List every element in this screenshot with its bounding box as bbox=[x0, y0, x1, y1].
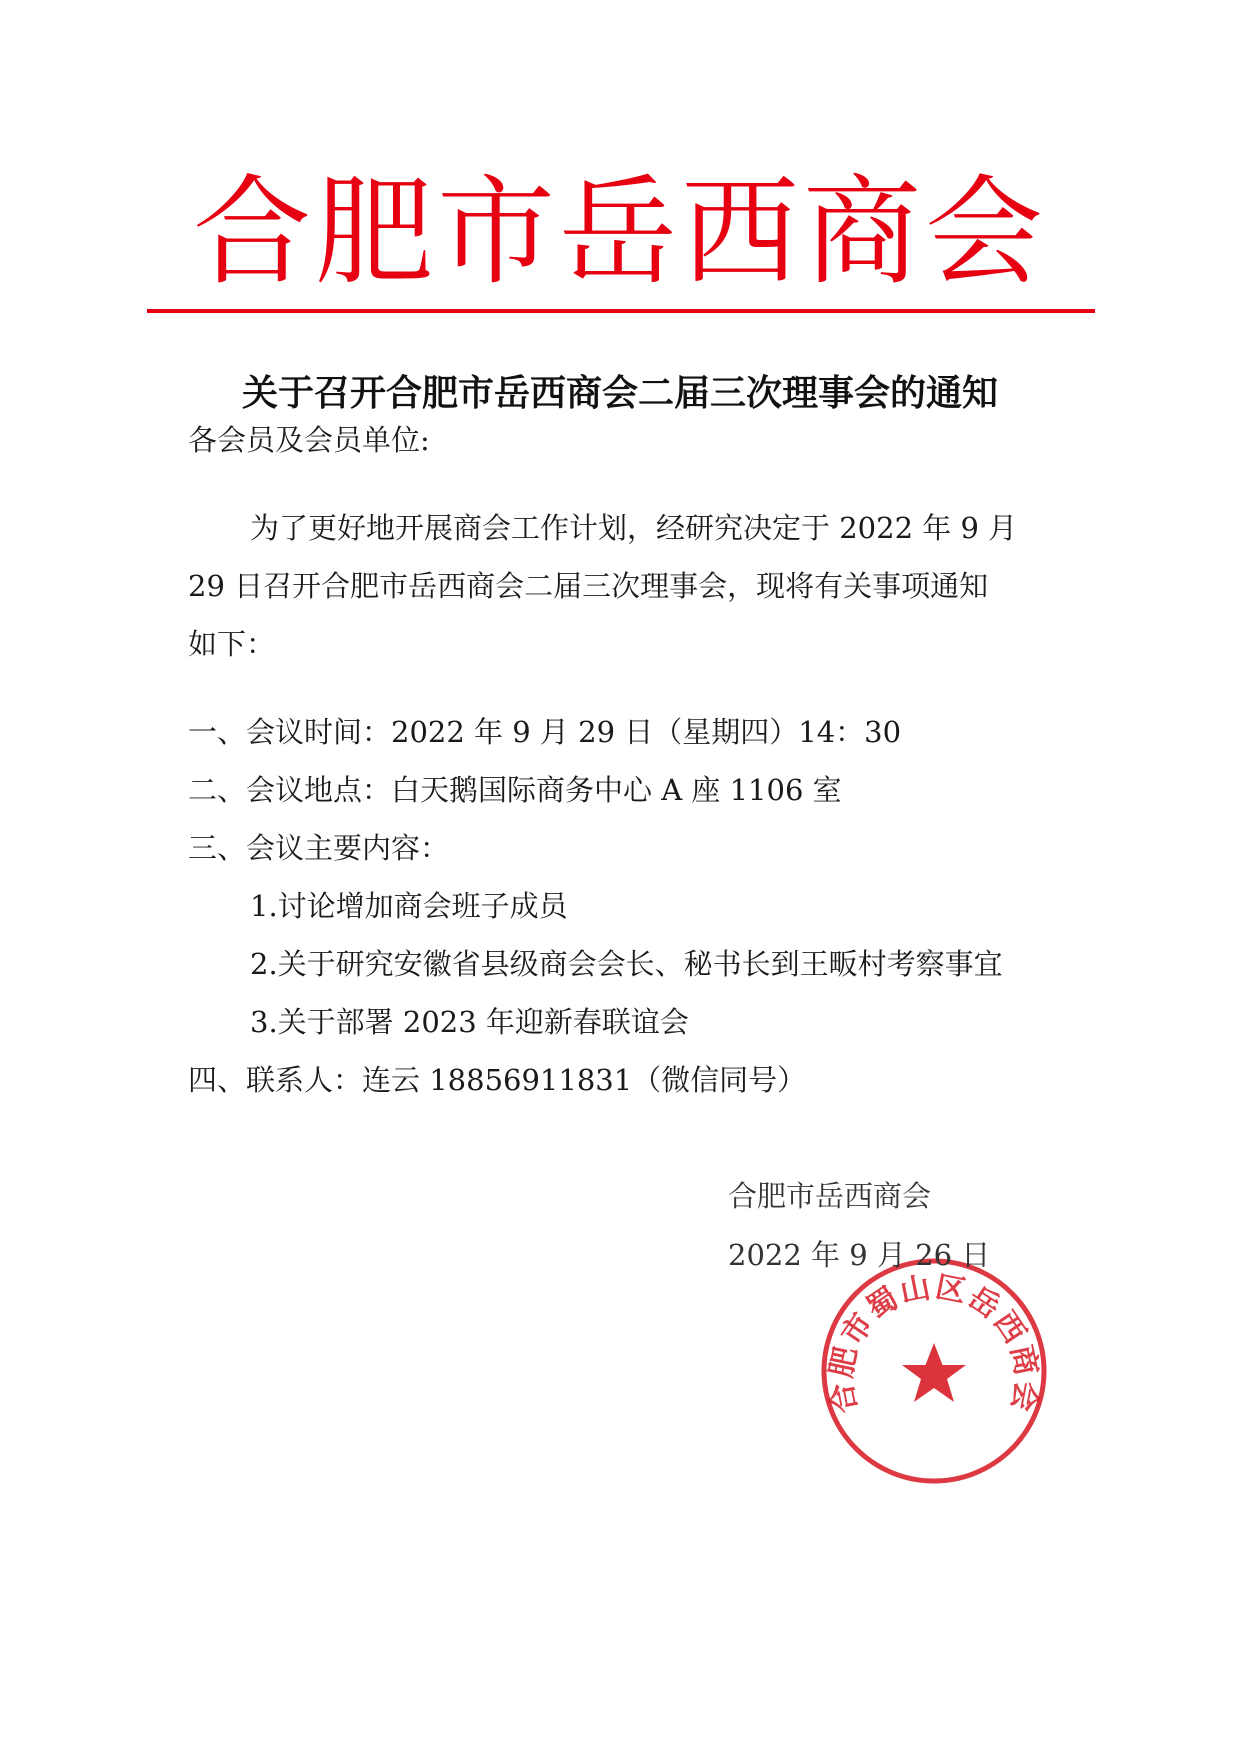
agenda-item-3: 3.关于部署 2023 年迎新春联谊会 bbox=[250, 1005, 689, 1039]
agenda-item-1: 1.讨论增加商会班子成员 bbox=[250, 889, 568, 923]
intro-line-1: 为了更好地开展商会工作计划，经研究决定于 2022 年 9 月 bbox=[250, 511, 1018, 545]
meeting-content-heading: 三、会议主要内容： bbox=[188, 831, 450, 865]
intro-line-2: 29 日召开合肥市岳西商会二届三次理事会，现将有关事项通知 bbox=[188, 569, 989, 603]
signature-organization: 合肥市岳西商会 bbox=[728, 1179, 932, 1213]
signature-date: 2022 年 9 月 26 日 bbox=[728, 1238, 991, 1272]
meeting-time: 一、会议时间：2022 年 9 月 29 日（星期四）14：30 bbox=[188, 715, 902, 749]
intro-line-3: 如下： bbox=[188, 627, 276, 661]
salutation: 各会员及会员单位: bbox=[188, 423, 430, 457]
contact-person: 四、联系人：连云 18856911831（微信同号） bbox=[188, 1063, 807, 1097]
seal-text: 合肥市蜀山区岳西商会 bbox=[823, 1269, 1045, 1416]
official-seal bbox=[818, 1255, 1050, 1487]
meeting-location: 二、会议地点：白天鹅国际商务中心 A 座 1106 室 bbox=[188, 773, 842, 807]
organization-letterhead: 合肥市岳西商会 bbox=[192, 163, 1047, 301]
letterhead-divider bbox=[147, 309, 1095, 313]
agenda-item-2: 2.关于研究安徽省县级商会会长、秘书长到王畈村考察事宜 bbox=[250, 947, 1003, 981]
seal-star-icon bbox=[902, 1343, 966, 1402]
document-title: 关于召开合肥市岳西商会二届三次理事会的通知 bbox=[241, 372, 998, 414]
